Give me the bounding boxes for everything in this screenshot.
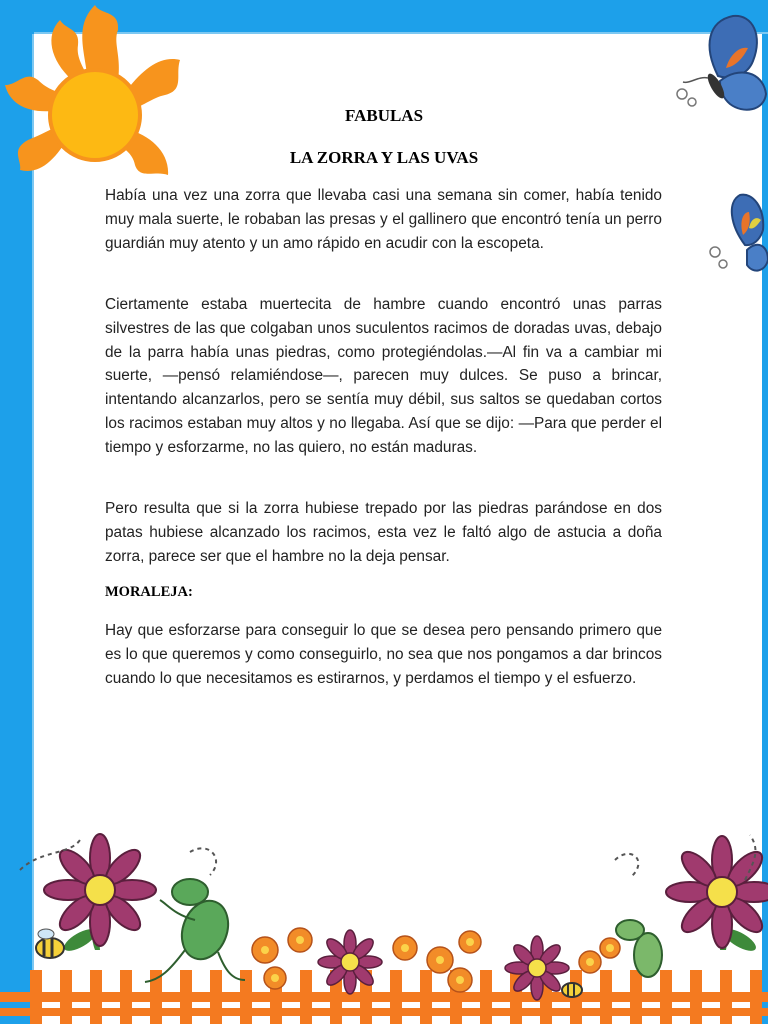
flower-icon — [505, 936, 569, 1000]
bee-icon — [36, 929, 64, 958]
fence-icon — [0, 970, 768, 1024]
story-paragraph: Ciertamente estaba muertecita de hambre cuando encontró unas parras silvestres de las que colgaban unos suculentos racimos de doradas uvas, debajo de la parra había unas piedras, como protegiéndolas.—Al fin va a cambiar mi suerte, —pensó relamiéndose—, parecen muy dulces. Se puso a brincar, intentando alcanzarlos, pero se sentía muy débil, sus saltos se quedaban cortos los racimos estaban muy altos y no llegaba. Así que se dijo: —Para que perder el tiempo y esforzarme, no las quiero, no están maduras. — [105, 296, 662, 456]
story-title: LA ZORRA Y LAS UVAS — [289, 148, 479, 167]
frog-icon — [145, 879, 245, 982]
bee-icon — [562, 983, 582, 997]
frog-icon — [616, 920, 662, 977]
butterfly-icon — [668, 6, 768, 118]
sun-icon — [0, 0, 190, 200]
flower-icon — [44, 834, 156, 946]
story-paragraph: Pero resulta que si la zorra hubiese trepado por las piedras parándose en dos patas hubiese alcanzado los racimos, esta vez le faltó algo de astucia a doña zorra, parece ser que el hambre no la deja pensar. — [105, 500, 662, 565]
butterfly-icon — [705, 190, 768, 280]
page-title: FABULAS — [344, 106, 424, 125]
moral-paragraph: Hay que esforzarse para conseguir lo que se desea pero pensando primero que es lo que queremos y como conseguirlo, no sea que nos pongamos a dar brincos cuando lo que necesitamos es estirarnos, y perdamos el tiempo y el esfuerzo. — [105, 622, 662, 687]
flower-icon — [318, 930, 382, 994]
flower-icon — [666, 836, 768, 948]
garden-border-illustration — [0, 830, 768, 1024]
story-paragraph: Había una vez una zorra que llevaba casi una semana sin comer, había tenido muy mala suerte, le robaban las presas y el gallinero que encontró tenía un perro guardián muy atento y un amo rápido en acudir con la escopeta. — [105, 187, 662, 252]
moral-heading: MORALEJA: — [105, 584, 193, 600]
